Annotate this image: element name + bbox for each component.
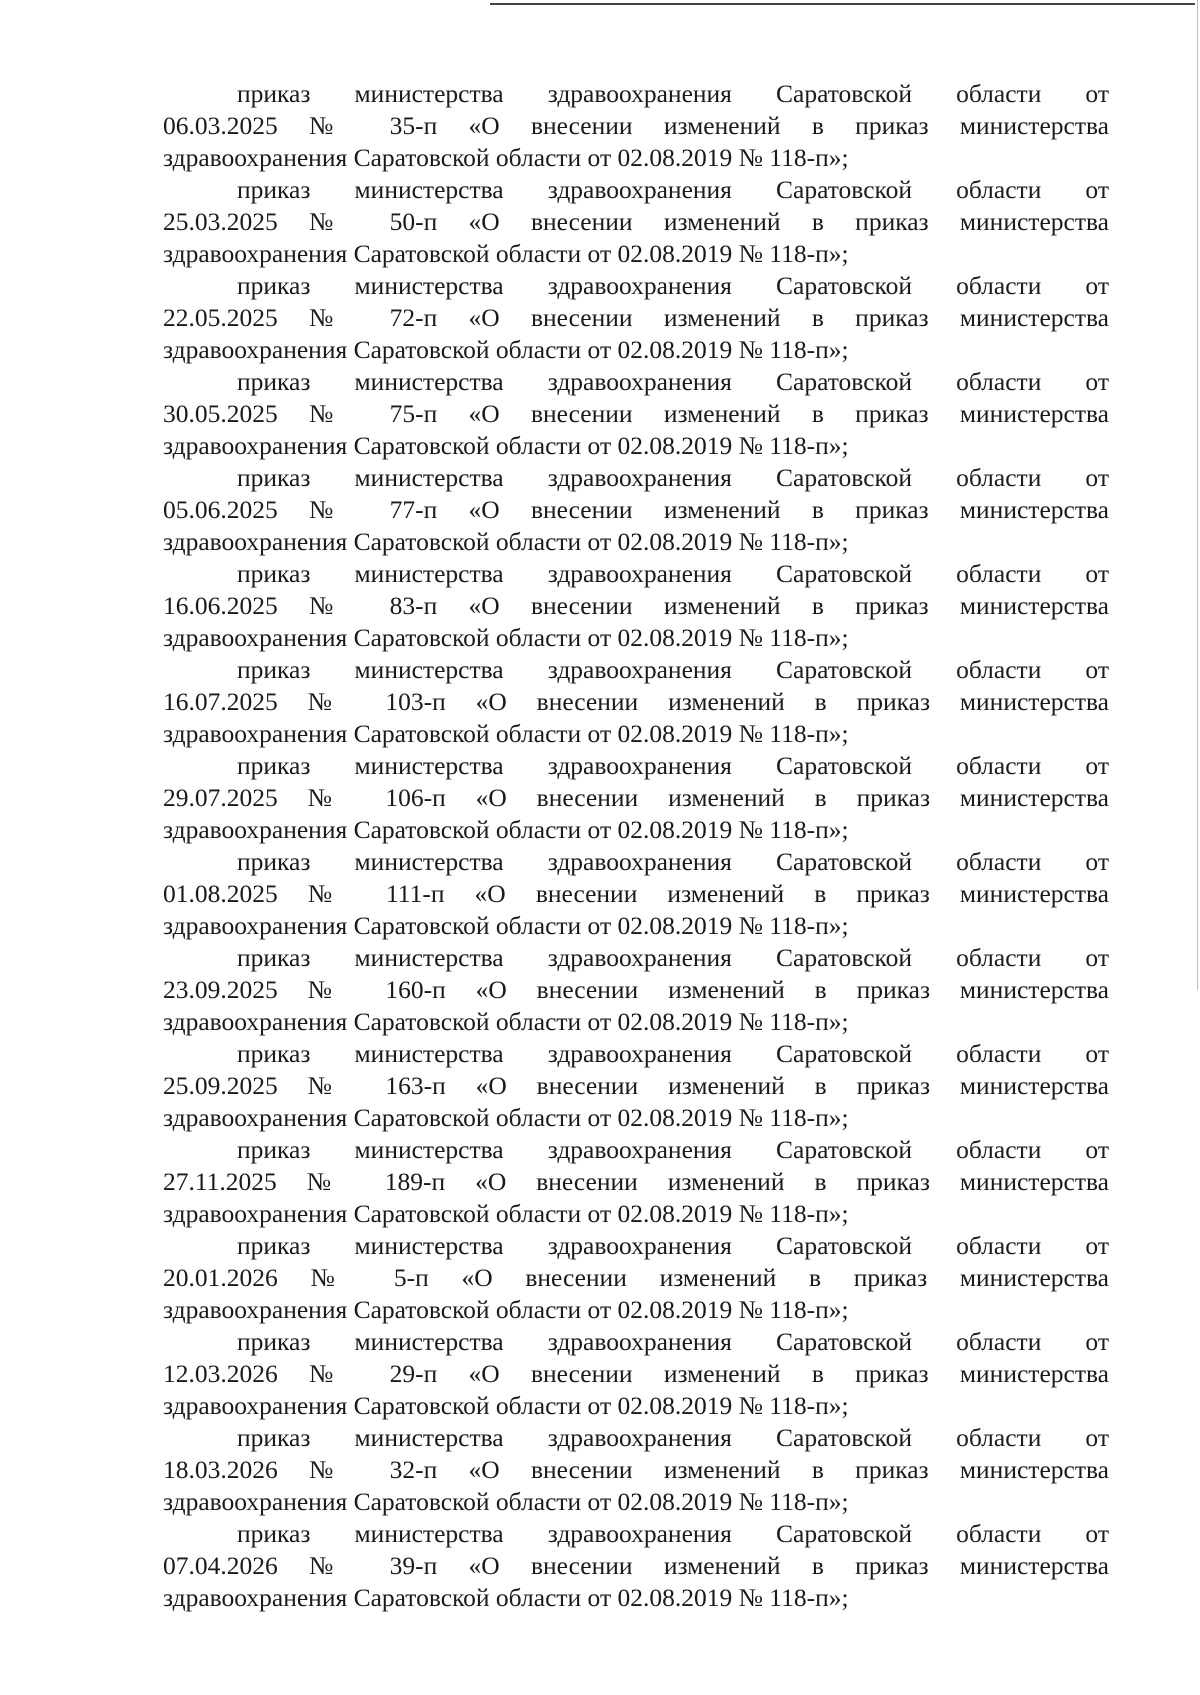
order-entry-line-2: 18.03.2026 № 32-п «О внесении изменений в приказ министерства	[163, 1455, 1109, 1484]
order-entry	[163, 78, 1109, 174]
order-entry-line-3: здравоохранения Саратовской области от 02.08.2019 № 118-п»;	[163, 431, 849, 460]
order-entry-line-1: приказ министерства здравоохранения Саратовской области от	[237, 1039, 1109, 1068]
top-rule	[490, 3, 1195, 5]
order-entry-line-1: приказ министерства здравоохранения Саратовской области от	[237, 367, 1109, 396]
order-entry	[163, 366, 1109, 462]
order-entry-line-3: здравоохранения Саратовской области от 02.08.2019 № 118-п»;	[163, 527, 849, 556]
order-entry	[163, 270, 1109, 366]
order-entry-line-1: приказ министерства здравоохранения Саратовской области от	[237, 655, 1109, 684]
order-entry-line-2: 06.03.2025 № 35-п «О внесении изменений в приказ министерства	[163, 111, 1109, 140]
order-entry	[163, 1134, 1109, 1230]
order-entry	[163, 750, 1109, 846]
order-entry	[163, 942, 1109, 1038]
order-entry-line-2: 01.08.2025 № 111-п «О внесении изменений в приказ министерства	[163, 879, 1109, 908]
order-entry	[163, 1230, 1109, 1326]
order-entry-line-2: 05.06.2025 № 77-п «О внесении изменений в приказ министерства	[163, 495, 1109, 524]
order-entry-line-3: здравоохранения Саратовской области от 02.08.2019 № 118-п»;	[163, 335, 849, 364]
order-entry-line-3: здравоохранения Саратовской области от 02.08.2019 № 118-п»;	[163, 143, 849, 172]
order-entry-line-2: 16.07.2025 № 103-п «О внесении изменений в приказ министерства	[163, 687, 1109, 716]
order-entry-line-2: 07.04.2026 № 39-п «О внесении изменений в приказ министерства	[163, 1551, 1109, 1580]
order-entry-line-2: 16.06.2025 № 83-п «О внесении изменений в приказ министерства	[163, 591, 1109, 620]
order-entry-line-1: приказ министерства здравоохранения Саратовской области от	[237, 175, 1109, 204]
order-entry-line-1: приказ министерства здравоохранения Саратовской области от	[237, 1519, 1109, 1548]
order-entry-line-2: 27.11.2025 № 189-п «О внесении изменений в приказ министерства	[163, 1167, 1109, 1196]
order-entry-line-1: приказ министерства здравоохранения Саратовской области от	[237, 943, 1109, 972]
order-entry	[163, 654, 1109, 750]
order-entry-line-3: здравоохранения Саратовской области от 02.08.2019 № 118-п»;	[163, 1007, 849, 1036]
order-entry-line-3: здравоохранения Саратовской области от 02.08.2019 № 118-п»;	[163, 1487, 849, 1516]
order-entry-line-3: здравоохранения Саратовской области от 02.08.2019 № 118-п»;	[163, 719, 849, 748]
order-entry-line-2: 25.03.2025 № 50-п «О внесении изменений в приказ министерства	[163, 207, 1109, 236]
order-entry-line-1: приказ министерства здравоохранения Саратовской области от	[237, 271, 1109, 300]
order-entry-line-2: 30.05.2025 № 75-п «О внесении изменений в приказ министерства	[163, 399, 1109, 428]
order-entry	[163, 1038, 1109, 1134]
order-entry-line-3: здравоохранения Саратовской области от 02.08.2019 № 118-п»;	[163, 1295, 849, 1324]
order-entry-line-2: 20.01.2026 № 5-п «О внесении изменений в приказ министерства	[163, 1263, 1109, 1292]
order-entry-line-1: приказ министерства здравоохранения Саратовской области от	[237, 1231, 1109, 1260]
order-entry-line-3: здравоохранения Саратовской области от 02.08.2019 № 118-п»;	[163, 911, 849, 940]
order-entry-line-3: здравоохранения Саратовской области от 02.08.2019 № 118-п»;	[163, 815, 849, 844]
order-entry-line-1: приказ министерства здравоохранения Саратовской области от	[237, 1135, 1109, 1164]
order-entry-line-2: 23.09.2025 № 160-п «О внесении изменений в приказ министерства	[163, 975, 1109, 1004]
order-entry-line-1: приказ министерства здравоохранения Саратовской области от	[237, 79, 1109, 108]
order-entry	[163, 462, 1109, 558]
order-entry-line-3: здравоохранения Саратовской области от 02.08.2019 № 118-п»;	[163, 1103, 849, 1132]
order-entry-line-3: здравоохранения Саратовской области от 02.08.2019 № 118-п»;	[163, 239, 849, 268]
order-entry	[163, 1422, 1109, 1518]
order-entry-line-1: приказ министерства здравоохранения Саратовской области от	[237, 1423, 1109, 1452]
order-entry-line-1: приказ министерства здравоохранения Саратовской области от	[237, 751, 1109, 780]
order-entry-line-1: приказ министерства здравоохранения Саратовской области от	[237, 463, 1109, 492]
order-entry-line-1: приказ министерства здравоохранения Саратовской области от	[237, 847, 1109, 876]
order-entry-line-2: 29.07.2025 № 106-п «О внесении изменений в приказ министерства	[163, 783, 1109, 812]
order-entry-line-1: приказ министерства здравоохранения Саратовской области от	[237, 559, 1109, 588]
order-entry	[163, 1326, 1109, 1422]
order-entry-line-3: здравоохранения Саратовской области от 02.08.2019 № 118-п»;	[163, 1583, 849, 1612]
order-entry-line-3: здравоохранения Саратовской области от 02.08.2019 № 118-п»;	[163, 623, 849, 652]
order-entry-line-1: приказ министерства здравоохранения Саратовской области от	[237, 1327, 1109, 1356]
order-entry	[163, 558, 1109, 654]
order-entry	[163, 1518, 1109, 1614]
order-entry-line-2: 12.03.2026 № 29-п «О внесении изменений в приказ министерства	[163, 1359, 1109, 1388]
order-entry	[163, 846, 1109, 942]
order-entry-line-3: здравоохранения Саратовской области от 02.08.2019 № 118-п»;	[163, 1199, 849, 1228]
order-entry-line-3: здравоохранения Саратовской области от 02.08.2019 № 118-п»;	[163, 1391, 849, 1420]
order-entry-line-2: 25.09.2025 № 163-п «О внесении изменений в приказ министерства	[163, 1071, 1109, 1100]
order-entry-line-2: 22.05.2025 № 72-п «О внесении изменений в приказ министерства	[163, 303, 1109, 332]
page-edge	[1197, 0, 1198, 990]
order-entry	[163, 174, 1109, 270]
document-body	[163, 78, 1109, 1614]
